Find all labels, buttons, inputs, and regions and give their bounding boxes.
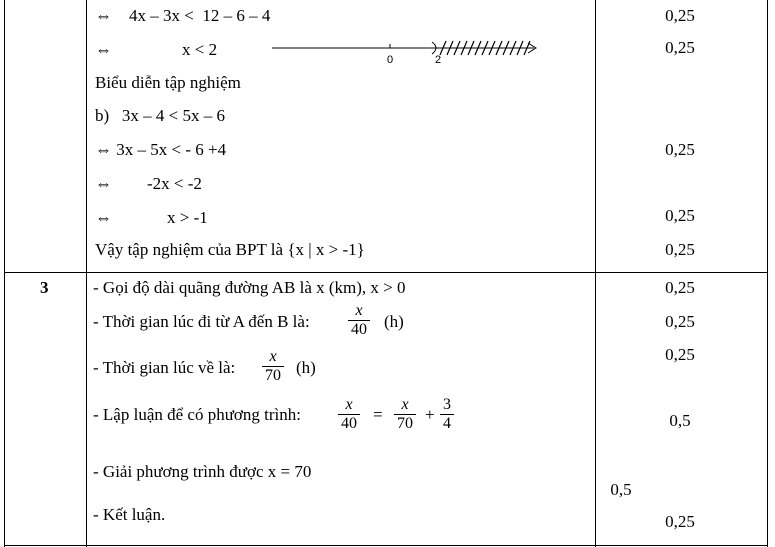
number-line (272, 38, 542, 68)
frac-numerator: x (401, 396, 409, 413)
part-b-step3-symbol: ⇔ (95, 208, 112, 227)
part-b-step2-expression: -2x < -2 (147, 174, 202, 193)
score-q3-solve: 0,5 (610, 480, 632, 499)
q3-line-equation: - Lập luận để có phương trình: (93, 405, 301, 424)
q3-line-time-go: - Thời gian lúc đi từ A đến B là: (93, 312, 310, 331)
eq-fraction-x-over-70 (394, 396, 416, 433)
eq-fraction-x-over-40 (338, 396, 360, 433)
part-b-step3-expression: x > -1 (167, 208, 208, 227)
table-divider-number (86, 0, 87, 547)
part-b-step1: ⇔ 3x – 5x < - 6 +4 (95, 140, 227, 159)
table-border-left (4, 0, 5, 547)
eq-equals-sign: = (373, 405, 383, 424)
score-q3-time-back: 0,25 (665, 345, 695, 364)
score-b-conclusion: 0,25 (665, 240, 695, 259)
frac-denominator: 40 (351, 321, 367, 338)
q3-unit-back: (h) (296, 358, 316, 377)
table-divider-content (595, 0, 596, 547)
score-b-step1: 0,25 (665, 140, 695, 159)
score-q3-conclude: 0,25 (665, 512, 695, 531)
fraction-x-over-70 (262, 348, 284, 385)
score-q3-time-go: 0,25 (665, 312, 695, 331)
eq-plus-sign: + (425, 405, 435, 424)
frac-numerator: x (355, 302, 363, 319)
label-zero: 0 (386, 54, 394, 66)
q3-unit-go: (h) (384, 312, 404, 331)
score-a-step1: 0,25 (665, 6, 695, 25)
row-separator (4, 272, 768, 273)
part-a-step1: ⇔ 4x – 3x < 12 – 6 – 4 (95, 6, 271, 25)
q3-line-time-back: - Thời gian lúc về là: (93, 358, 236, 377)
part-a-step2-expression: x < 2 (182, 40, 218, 59)
score-a-step2: 0,25 (665, 38, 695, 57)
fraction-x-over-40 (348, 302, 370, 339)
frac-denominator: 70 (265, 367, 281, 384)
eq-fraction-3-over-4 (440, 396, 454, 433)
frac-numerator: x (269, 348, 277, 365)
part-b-step2-symbol: ⇔ (95, 174, 112, 193)
part-b-conclusion: Vậy tập nghiệm của BPT là {x | x > -1} (95, 240, 365, 259)
q3-line-conclude: - Kết luận. (93, 505, 166, 524)
row-separator-bottom (4, 545, 768, 546)
table-border-right (767, 0, 768, 547)
score-q3-define: 0,25 (665, 278, 695, 297)
frac-numerator: x (345, 396, 353, 413)
frac-denominator: 70 (397, 415, 413, 432)
part-a-step2-symbol: ⇔ (95, 40, 112, 59)
score-b-step3: 0,25 (665, 206, 695, 225)
frac-denominator: 40 (341, 415, 357, 432)
question-number: 3 (40, 278, 49, 297)
score-q3-equation: 0,5 (669, 411, 691, 430)
part-a-represent: Biểu diễn tập nghiệm (95, 73, 241, 92)
part-b-header: b) 3x – 4 < 5x – 6 (95, 106, 225, 125)
q3-line-define: - Gọi độ dài quãng đường AB là x (km), x > 0 (93, 278, 406, 297)
frac-denominator: 4 (443, 415, 451, 432)
label-two: 2 (434, 54, 442, 66)
q3-line-solve: - Giải phương trình được x = 70 (93, 462, 312, 481)
frac-numerator: 3 (443, 396, 451, 413)
